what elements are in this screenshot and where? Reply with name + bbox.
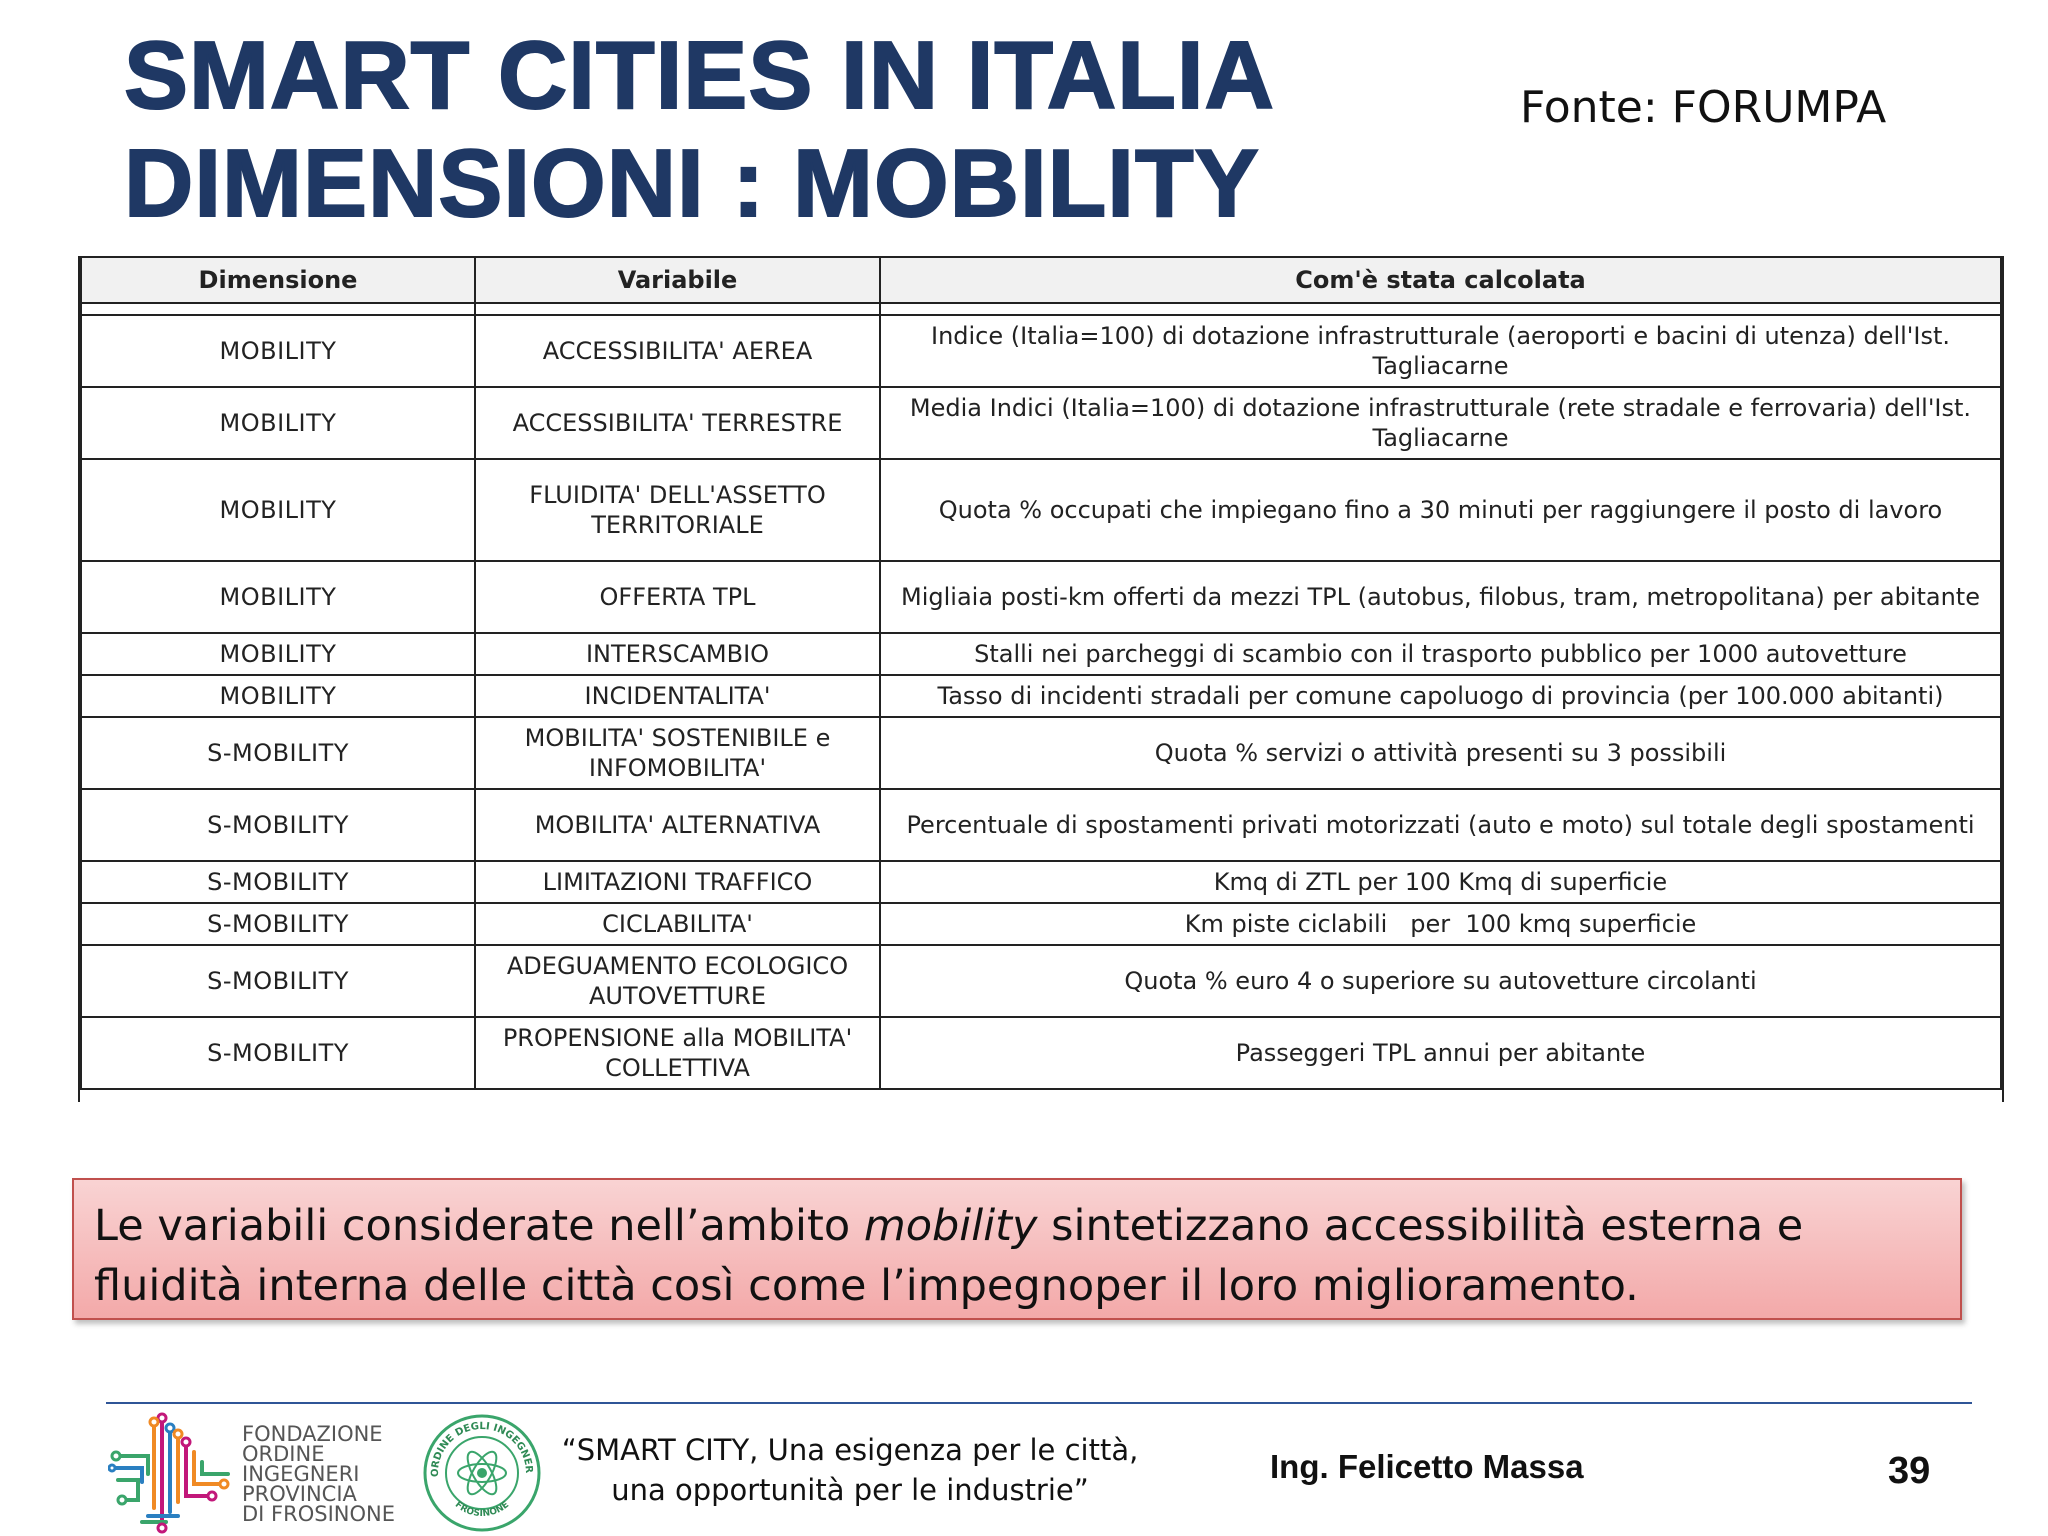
cell-variabile: INCIDENTALITA' <box>475 675 880 717</box>
summary-note-text-end: sintetizzano accessibilità esterna e fluidità interna delle città così come l’impegnoper il loro miglioramento. <box>94 1201 1804 1311</box>
ordine-ingegneri-seal-icon <box>420 1412 544 1534</box>
footer-quote-line-1: “SMART CITY, Una esigenza per le città, <box>561 1433 1139 1467</box>
slide-title <box>124 22 1275 238</box>
table-row <box>81 561 2001 633</box>
header-variabile: Variabile <box>475 257 880 303</box>
table-row <box>81 459 2001 561</box>
cell-calcolo: Quota % occupati che impiegano fino a 30 minuti per raggiungere il posto di lavoro <box>880 459 2001 561</box>
author-name: Ing. Felicetto Massa <box>1270 1448 1584 1485</box>
footer-quote <box>540 1430 1160 1510</box>
logo-text-line: INGEGNERI <box>242 1462 360 1486</box>
cell-variabile: CICLABILITA' <box>475 903 880 945</box>
cell-calcolo: Kmq di ZTL per 100 Kmq di superficie <box>880 861 2001 903</box>
cell-dimensione: S-MOBILITY <box>81 717 475 789</box>
table-row <box>81 861 2001 903</box>
cell-dimensione: MOBILITY <box>81 459 475 561</box>
summary-note <box>72 1178 1962 1320</box>
cell-variabile: ACCESSIBILITA' AEREA <box>475 315 880 387</box>
logo-text-line: DI FROSINONE <box>242 1502 395 1526</box>
cell-dimensione: MOBILITY <box>81 633 475 675</box>
cell-dimensione: MOBILITY <box>81 387 475 459</box>
cell-dimensione: S-MOBILITY <box>81 861 475 903</box>
cell-dimensione: MOBILITY <box>81 675 475 717</box>
cell-variabile: MOBILITA' SOSTENIBILE e INFOMOBILITA' <box>475 717 880 789</box>
cell-calcolo: Media Indici (Italia=100) di dotazione infrastrutturale (rete stradale e ferrovaria) dell'Ist. Tagliacarne <box>880 387 2001 459</box>
table-spacer-row <box>81 303 2001 315</box>
cell-calcolo: Quota % servizi o attività presenti su 3 possibili <box>880 717 2001 789</box>
cell-variabile: ADEGUAMENTO ECOLOGICO AUTOVETTURE <box>475 945 880 1017</box>
summary-note-text: Le variabili considerate nell’ambito <box>94 1201 864 1251</box>
table-row <box>81 1017 2001 1089</box>
summary-note-emphasis: mobility <box>863 1201 1038 1251</box>
cell-calcolo: Tasso di incidenti stradali per comune capoluogo di provincia (per 100.000 abitanti) <box>880 675 2001 717</box>
source-label: Fonte: FORUMPA <box>1520 82 1887 133</box>
logo-text-line: ORDINE <box>242 1442 325 1466</box>
table-row <box>81 315 2001 387</box>
table-row <box>81 789 2001 861</box>
cell-variabile: MOBILITA' ALTERNATIVA <box>475 789 880 861</box>
cell-dimensione: MOBILITY <box>81 561 475 633</box>
cell-dimensione: S-MOBILITY <box>81 945 475 1017</box>
header-dimensione: Dimensione <box>81 257 475 303</box>
variables-table <box>80 256 2002 1090</box>
cell-variabile: FLUIDITA' DELL'ASSETTO TERRITORIALE <box>475 459 880 561</box>
slide-title-line-2: DIMENSIONI : MOBILITY <box>124 130 1260 237</box>
slide-title-line-1: SMART CITIES IN ITALIA <box>124 22 1275 129</box>
cell-variabile: LIMITAZIONI TRAFFICO <box>475 861 880 903</box>
cell-variabile: INTERSCAMBIO <box>475 633 880 675</box>
cell-calcolo: Quota % euro 4 o superiore su autovetture circolanti <box>880 945 2001 1017</box>
cell-variabile: OFFERTA TPL <box>475 561 880 633</box>
table-row <box>81 675 2001 717</box>
footer-divider <box>106 1402 1972 1404</box>
page-number: 39 <box>1888 1450 1931 1492</box>
cell-calcolo: Passeggeri TPL annui per abitante <box>880 1017 2001 1089</box>
cell-calcolo: Km piste ciclabili per 100 kmq superficie <box>880 903 2001 945</box>
cell-dimensione: S-MOBILITY <box>81 1017 475 1089</box>
cell-dimensione: S-MOBILITY <box>81 789 475 861</box>
footer-quote-line-2: una opportunità per le industrie” <box>611 1473 1089 1507</box>
variables-table-container <box>78 256 2004 1102</box>
cell-calcolo: Stalli nei parcheggi di scambio con il trasporto pubblico per 1000 autovetture <box>880 633 2001 675</box>
cell-calcolo: Percentuale di spostamenti privati motorizzati (auto e moto) sul totale degli spostamenti <box>880 789 2001 861</box>
logo-text-line: FONDAZIONE <box>242 1422 383 1446</box>
table-header-row <box>81 257 2001 303</box>
table-row <box>81 945 2001 1017</box>
cell-calcolo: Migliaia posti-km offerti da mezzi TPL (autobus, filobus, tram, metropolitana) per abitante <box>880 561 2001 633</box>
table-row <box>81 633 2001 675</box>
logo-text-line: PROVINCIA <box>242 1482 357 1506</box>
cell-variabile: ACCESSIBILITA' TERRESTRE <box>475 387 880 459</box>
seal-ring-text: ORDINE DEGLI INGEGNER <box>429 1420 535 1478</box>
table-row <box>81 387 2001 459</box>
seal-bottom-text: FROSINONE <box>452 1499 512 1520</box>
fondazione-logo-icon <box>108 1412 232 1534</box>
header-calcolo: Com'è stata calcolata <box>880 257 2001 303</box>
cell-dimensione: S-MOBILITY <box>81 903 475 945</box>
cell-variabile: PROPENSIONE alla MOBILITA' COLLETTIVA <box>475 1017 880 1089</box>
table-row <box>81 903 2001 945</box>
fondazione-logo-text <box>242 1422 395 1526</box>
cell-calcolo: Indice (Italia=100) di dotazione infrastrutturale (aeroporti e bacini di utenza) dell'Ist. Tagliacarne <box>880 315 2001 387</box>
table-row <box>81 717 2001 789</box>
cell-dimensione: MOBILITY <box>81 315 475 387</box>
